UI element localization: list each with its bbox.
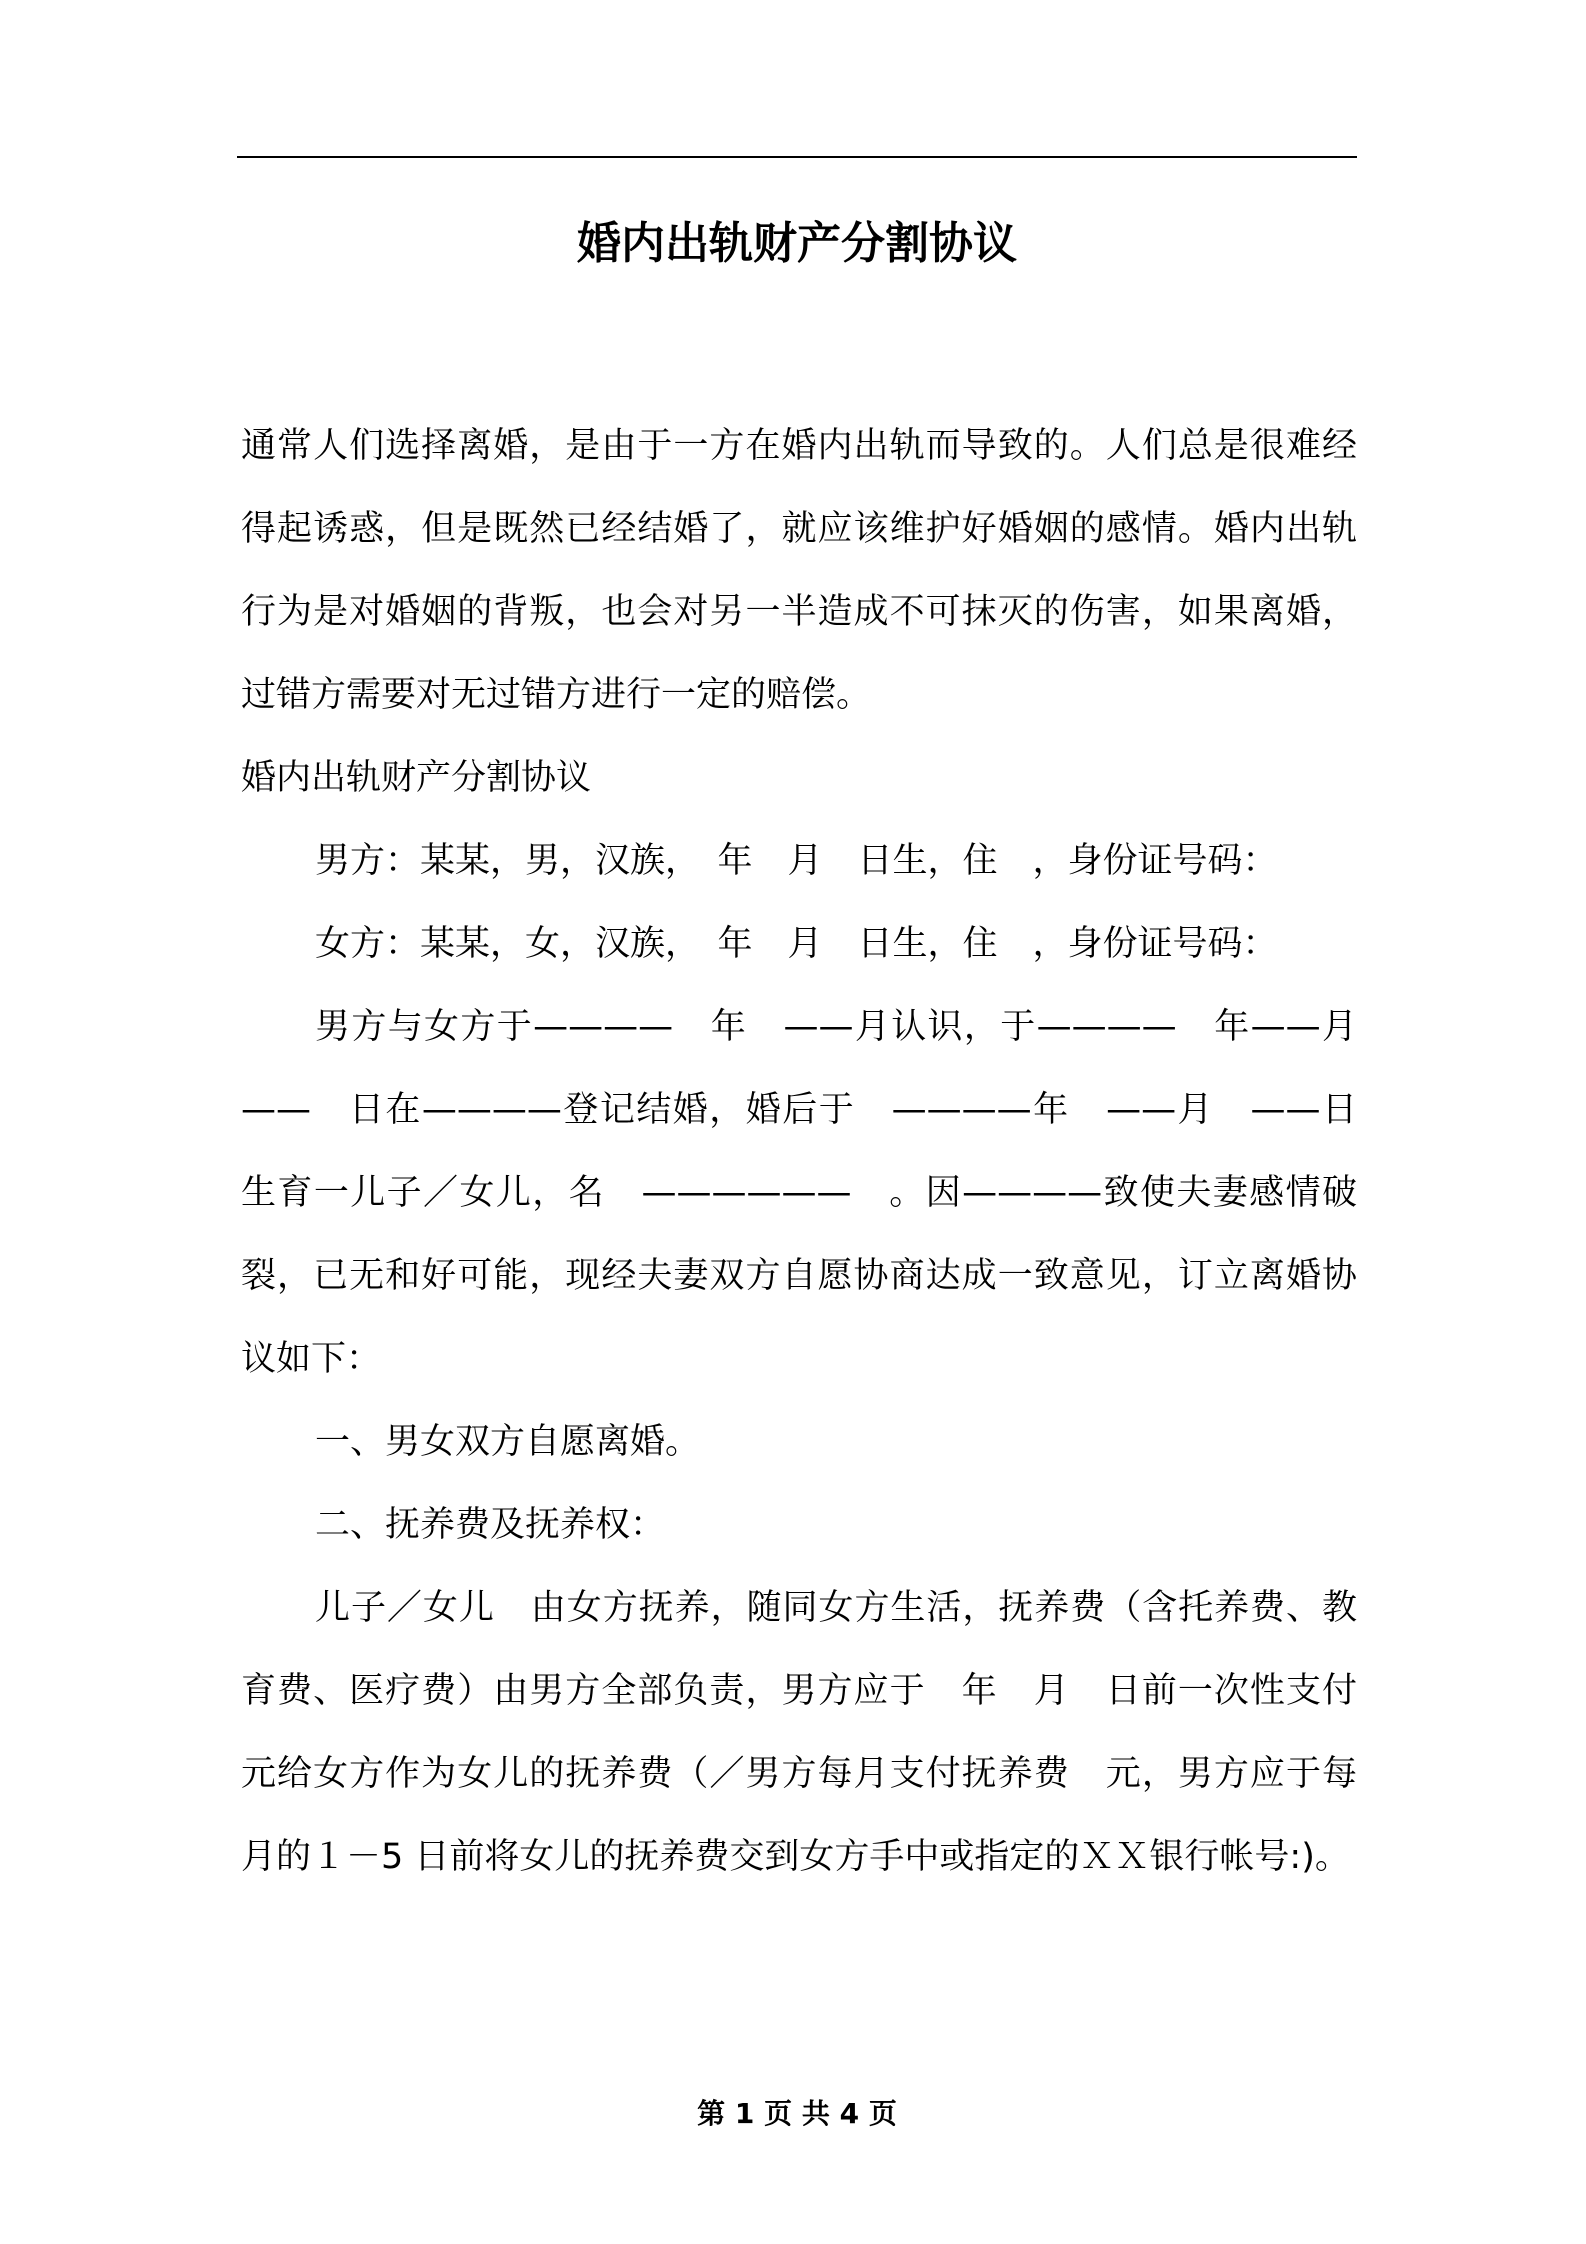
marriage-background-paragraph: 男方与女方于———— 年 ——月认识，于———— 年——月—— 日在————登记结婚，婚后于 ————年 ——月 ——日生育一儿子／女儿，名 —————— 。因————致使夫妻感情破裂，已无和好可能，现经夫妻双方自愿协商达成一致意见，订立离婚协议如下： [241, 1007, 1357, 1379]
document-body [241, 405, 1393, 1899]
child-support-paragraph: 儿子／女儿 由女方抚养，随同女方生活，抚养费（含托养费、教育费、医疗费）由男方全部负责，男方应于 年 月 日前一次性支付 元给女方作为女儿的抚养费（／男方每月支付抚养费 元，男方应于每月的１－5 日前将女儿的抚养费交到女方手中或指定的ＸＸ银行帐号:)。 [241, 1588, 1393, 1877]
male-party-line: 男方：某某，男，汉族， 年 月 日生，住 ，身份证号码： [315, 841, 1278, 881]
clause-1: 一、男女双方自愿离婚。 [315, 1422, 701, 1462]
header-rule [237, 156, 1357, 158]
document-title: 婚内出轨财产分割协议 [577, 218, 1017, 269]
page-number: 第 1 页 共 4 页 [697, 2097, 897, 2130]
female-party-line: 女方：某某，女，汉族， 年 月 日生，住 ，身份证号码： [315, 924, 1278, 964]
intro-paragraph: 通常人们选择离婚，是由于一方在婚内出轨而导致的。人们总是很难经得起诱惑，但是既然已经结婚了，就应该维护好婚姻的感情。婚内出轨行为是对婚姻的背叛，也会对另一半造成不可抹灭的伤害，如果离婚，过错方需要对无过错方进行一定的赔偿。 [241, 426, 1357, 715]
clause-2-heading: 二、抚养费及抚养权： [315, 1505, 666, 1545]
agreement-heading: 婚内出轨财产分割协议 [241, 758, 592, 798]
